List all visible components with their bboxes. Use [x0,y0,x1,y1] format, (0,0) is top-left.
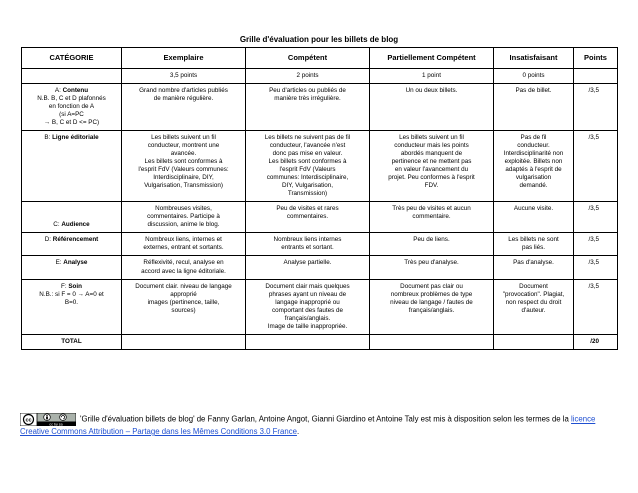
descriptor-line: Document clair. niveau de langage [135,282,232,290]
points-cell: /3,5 [574,256,618,279]
descriptor-cell [494,202,574,233]
descriptor-cell [370,256,494,279]
points-cell: /3,5 [574,202,618,233]
points-cell: /3,5 [574,233,618,256]
criterion-cell [22,233,122,256]
criterion-title [24,259,119,267]
table-row [22,233,618,256]
descriptor-line: exploitée. Billets non [504,158,563,166]
descriptor-cell [370,130,494,201]
badge-text: cc by sa [49,422,63,426]
points-level-cell: 1 point [370,68,494,83]
descriptor-cell [494,83,574,130]
descriptor-line: Image de taille inappropriée. [267,322,348,330]
descriptor-line: Très peu de visites et aucun [392,205,471,213]
empty-cell [246,334,370,349]
column-header: Exemplaire [122,48,246,69]
descriptor-line: Document pas clair ou [400,282,463,290]
criterion-name: Analyse [63,259,88,267]
descriptor-line: Grand nombre d'articles publiés [139,86,228,94]
criterion-title [24,236,119,244]
criterion-label: C: [53,221,62,229]
descriptor-line: avancée. [170,149,197,157]
criterion-name: Contenu [62,86,89,94]
criterion-cell [22,202,122,233]
descriptor-line: français/anglais. [284,314,331,322]
points-level-cell [22,68,122,83]
criterion-label: A: [54,86,63,94]
descriptor-line: Transmission) [287,190,328,198]
descriptor-line: DIY, Vulgarisation, [281,182,334,190]
criterion-cell [22,130,122,201]
descriptor-line: commentaires. Participe à [147,213,220,221]
criterion-note-line: (si A=PC [59,110,84,118]
descriptor-line: donc pas mise en valeur. [272,149,343,157]
cc-by-sa-badge-icon [20,413,76,426]
page-title: Grille d'évaluation pour les billets de blog [239,35,399,44]
criterion-note-line: N.B. B, C et D plafonnés [37,94,106,102]
descriptor-line: Aucune visite. [513,205,554,213]
descriptor-line: Peu de liens. [413,236,450,244]
descriptor-cell [246,279,370,334]
table-row [22,279,618,334]
header-row [22,48,618,69]
descriptor-cell [494,279,574,334]
descriptor-cell [246,202,370,233]
criterion-title [24,134,119,142]
svg-text:cc: cc [25,417,32,424]
criterion-name: Ligne éditoriale [52,133,99,141]
descriptor-line: conducteur, l'avancée n'est [269,141,346,149]
footer-end: . [296,427,300,436]
descriptor-line: Document [519,282,548,290]
descriptor-line: Réflexivité, recul, analyse en [143,259,224,267]
descriptor-line: accord avec la ligne éditoriale. [141,267,226,275]
criterion-name: Audience [61,221,90,229]
descriptor-line: discussion, anime le blog. [147,221,220,229]
descriptor-cell [370,279,494,334]
descriptor-cell [122,130,246,201]
descriptor-line: images (pertinence, taille, [147,298,220,306]
descriptor-line: Les billets sont conformes à [144,158,223,166]
total-label: TOTAL [22,334,122,349]
points-level-cell: 2 points [246,68,370,83]
descriptor-line: conducteur. [517,141,550,149]
points-cell: /3,5 [574,130,618,201]
total-row [22,334,618,349]
descriptor-line: Peu d'articles ou publiés de [269,86,346,94]
column-header: Partiellement Compétent [370,48,494,69]
criterion-title [24,87,119,95]
descriptor-line: conducteur, montrent une [147,141,220,149]
descriptor-cell [122,233,246,256]
descriptor-line: français/anglais. [408,306,455,314]
descriptor-line: Les billets suivent un fil [151,133,216,141]
descriptor-line: l'esprit FdV (Valeurs [279,166,336,174]
criterion-cell [22,256,122,279]
descriptor-line: manière très irrégulière. [274,94,341,102]
descriptor-line: Les billets sont conformes à [268,158,347,166]
descriptor-line: Nombreuses visites, [155,205,212,213]
criterion-name: Soin [68,282,82,290]
descriptor-cell [122,279,246,334]
descriptor-cell [246,233,370,256]
descriptor-line: externes, entrant et sortants. [143,244,224,252]
criterion-label: D: [44,236,53,244]
descriptor-line: vulgarisation [515,174,552,182]
license-footer [20,413,625,438]
points-row [22,68,618,83]
table-row [22,83,618,130]
license-link[interactable]: licence Creative Commons Attribution – Partage dans les Mêmes Conditions 3.0 France [20,414,596,436]
descriptor-line: de manière régulière. [153,94,214,102]
descriptor-cell [370,202,494,233]
descriptor-line: Nombreux liens internes [273,236,342,244]
column-header: CATÉGORIE [22,48,122,69]
descriptor-line: Interdisciplinarité non [503,149,564,157]
descriptor-line: Document clair mais quelques [265,282,350,290]
descriptor-line: abordés manquent de [400,149,463,157]
empty-cell [122,334,246,349]
criterion-name: Référencement [52,236,99,244]
descriptor-line: Interdisciplinaire, DIY, [153,174,214,182]
descriptor-line: Analyse partielle. [283,259,332,267]
descriptor-line: FDV. [424,182,439,190]
criterion-label: E: [55,259,64,267]
descriptor-line: sources) [171,306,196,314]
descriptor-line: commentaire. [412,213,451,221]
descriptor-cell [246,256,370,279]
descriptor-line: Les billets ne suivent pas de fil [264,133,351,141]
column-header: Insatisfaisant [494,48,574,69]
descriptor-line: Les billets ne sont [508,236,559,244]
descriptor-line: Nombreux liens, internes et [145,236,222,244]
descriptor-cell [122,202,246,233]
criterion-label: B: [44,133,53,141]
criterion-title [24,283,119,291]
points-level-cell: 3,5 points [122,68,246,83]
descriptor-line: Pas de fil [520,133,547,141]
descriptor-line: langage inapproprié ou [275,298,340,306]
descriptor-line: Pas de billet. [515,86,552,94]
descriptor-line: communes: Interdisciplinaire, [266,174,349,182]
criterion-title [24,221,119,229]
table-row [22,130,618,201]
descriptor-cell [494,233,574,256]
descriptor-line: en valeur l'avancement du [394,166,469,174]
descriptor-line: l'esprit FdV (Valeurs communes: [138,166,229,174]
descriptor-line: Vulgarisation, Transmission) [144,182,223,190]
descriptor-line: Pas d'analyse. [513,259,554,267]
footer-text: 'Grille d'évaluation billets de blog' de Fanny Garlan, Antoine Angot, Gianni Giardino et Antoine Taly est mis à disposition selon les termes de la [80,414,572,424]
criterion-cell [22,279,122,334]
total-points: /20 [574,334,618,349]
empty-cell [370,334,494,349]
descriptor-cell [370,233,494,256]
criterion-note-line: en fonction de A [48,102,95,110]
descriptor-line: comportant des fautes de [271,306,344,314]
rubric-table [21,47,618,350]
descriptor-line: Très peu d'analyse. [404,259,459,267]
descriptor-cell [494,256,574,279]
descriptor-line: demandé. [519,182,548,190]
column-header: Compétent [246,48,370,69]
descriptor-line: nombreux problèmes de type [390,290,473,298]
descriptor-line: d'auteur. [521,306,546,314]
descriptor-line: Un ou deux billets. [405,86,458,94]
descriptor-line: approprié [170,290,197,298]
descriptor-cell [370,83,494,130]
descriptor-cell [122,83,246,130]
descriptor-line: entrants et sortant. [281,244,334,252]
descriptor-cell [494,130,574,201]
descriptor-cell [122,256,246,279]
descriptor-line: commentaires. [286,213,329,221]
table-row [22,256,618,279]
descriptor-line: conducteur mais les points [394,141,469,149]
points-level-cell: 0 points [494,68,574,83]
points-cell: /3,5 [574,279,618,334]
descriptor-line: pas liés. [521,244,546,252]
descriptor-cell [246,130,370,201]
descriptor-line: projet. Peu conformes à l'esprit [388,174,475,182]
descriptor-line: non respect du droit [505,298,562,306]
table-row [22,202,618,233]
descriptor-line: Peu de visites et rares [276,205,339,213]
descriptor-line: niveau de langage / fautes de [390,298,473,306]
points-cell: /3,5 [574,83,618,130]
descriptor-line: pertinence et ne mettent pas [391,158,472,166]
criterion-note-line: → B, C et D <= PC) [43,118,100,126]
criterion-label: F: [60,282,69,290]
empty-cell [494,334,574,349]
descriptor-line: phrases ayant un niveau de [268,290,347,298]
criterion-note-line: B=0. [64,298,79,306]
criterion-note-line: N.B.: si F = 0 → A=0 et [39,290,104,298]
descriptor-line: Les billets suivent un fil [399,133,464,141]
descriptor-line: adaptés à l'esprit de [505,166,562,174]
descriptor-line: "provocation". Plagiat, [502,290,565,298]
points-level-cell [574,68,618,83]
column-header: Points [574,48,618,69]
descriptor-cell [246,83,370,130]
criterion-cell [22,83,122,130]
